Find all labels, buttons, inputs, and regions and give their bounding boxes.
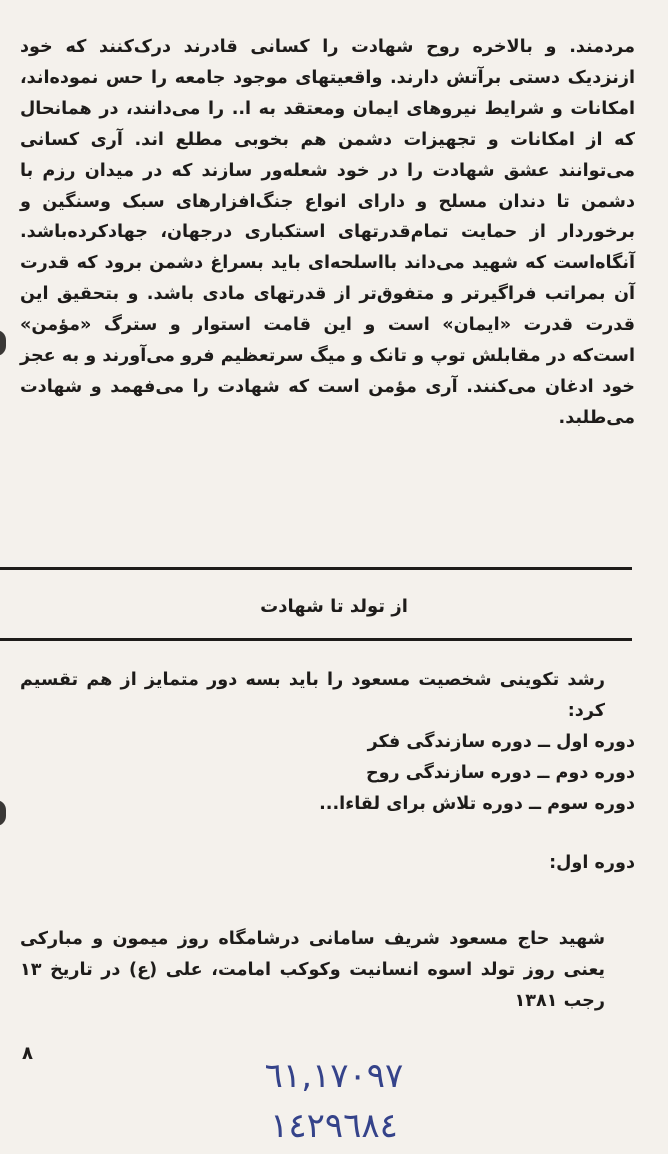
- paragraph-text: رشد تکوینی شخصیت مسعود را باید بسه دور متمایز از هم تقسیم کرد:: [20, 670, 605, 721]
- body-paragraph-1: [20, 32, 635, 434]
- body-paragraph-2: [20, 665, 635, 820]
- section-divider-bottom: [0, 638, 632, 641]
- period-list-item: دوره دوم ــ دوره سازندگی روح: [365, 762, 635, 783]
- handwritten-number: ٦١,١٧٠٩٧: [264, 1056, 404, 1096]
- body-paragraph-3: [20, 924, 635, 1017]
- paragraph-text: شهید حاج مسعود شریف سامانی درشامگاه روز میمون و مبارکی یعنی روز تولد اسوه انسانیت وکوکب امامت، علی (ع) در تاریخ ۱۳ رجب ۱۳۸۱: [20, 929, 605, 1011]
- period-list-item: دوره سوم ــ دوره تلاش برای لقاءا...: [319, 793, 635, 814]
- page-number: ۸: [22, 1043, 33, 1064]
- handwritten-number: ١٤٢٩٦٨٤: [270, 1106, 398, 1146]
- period-one-heading: دوره اول:: [549, 853, 635, 873]
- period-list-item: دوره اول ــ دوره سازندگی فکر: [367, 731, 635, 752]
- paragraph-text: مردمند. و بالاخره روح شهادت را کسانی قادرند درک‌کنند که خود ازنزدیک دستی برآتش دارند. واقعیتهای موجود جامعه را حس نموده‌اند، امکانات و شرایط نیروهای ایمان ومعتقد به ا.. را می‌دانند، در همانحال که از امکانات و تجهیزات دشمن هم بخوبی مطلع اند. آری کسانی می‌توانند عشق شهادت را در خود شعله‌ور سازند که در میدان رزم با دشمن تا دندان مسلح و دارای انواع جنگ‌افزارهای سبک وسنگین و برخوردار از حمایت تمام‌قدرتهای استکباری درجهان، جهادکرده‌باشد. آنگاه‌است که شهید می‌داند بااسلحه‌ای باید بسراغ دشمن برود که قدرت آن بمراتب فراگیرتر و متفوق‌تر از قدرتهای مادی باشد. و بتحقیق این قدرت قدرت «ایمان» است و این قامت استوار و سترگ «مؤمن» است‌که در مقابلش توپ و تانک و میگ سرتعظیم فرو می‌آورند و به عجز خود ادغان می‌کنند. آری مؤمن است که شهادت را می‌فهمد و شهادت می‌طلبد.: [20, 37, 635, 428]
- section-heading: از تولد تا شهادت: [260, 596, 408, 617]
- page-edge-mark: [0, 800, 6, 826]
- page-edge-mark: [0, 330, 6, 356]
- section-divider-top: [0, 567, 632, 570]
